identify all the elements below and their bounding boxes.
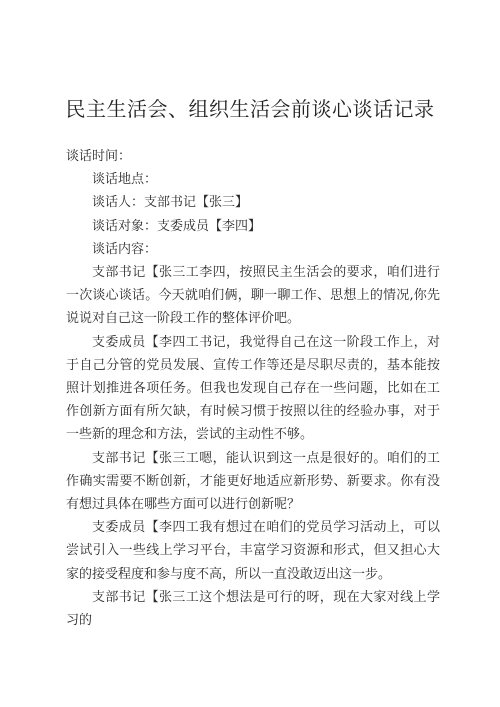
meeting-speaker: 谈话人：支部书记【张三】 (92, 195, 249, 211)
dialogue-paragraph: 支部书记【张三工李四，按照民主生活会的要求，咱们进行一次谈心谈话。今天就咱们俩，聊一聊工作、思想上的情况,你先说说对自己这一阶段工作的整体评价吧。 (66, 265, 440, 327)
dialogue-paragraph: 支委成员【李四工我有想过在咱们的党员学习活动上，可以尝试引入一些线上学习平台，丰富学习资源和形式，但又担心大家的接受程度和参与度不高，所以一直没敢迈出这一步。 (66, 520, 440, 582)
meeting-place: 谈话地点： (92, 172, 158, 188)
dialogue-paragraph: 支部书记【张三工这个想法是可行的呀，现在大家对线上学习的 (66, 589, 440, 629)
document-body (66, 145, 440, 632)
meeting-time: 谈话时间： (66, 149, 132, 164)
dialogue-paragraph: 支部书记【张三工嗯，能认识到这一点是很好的。咱们的工作确实需要不断创新，才能更好地适应新形势、新要求。你有没有想过具体在哪些方面可以进行创新呢？ (66, 450, 440, 513)
meeting-content-label: 谈话内容： (92, 241, 158, 257)
meeting-target: 谈话对象：支委成员【李四】 (92, 218, 262, 234)
dialogue-paragraph: 支委成员【李四工书记，我觉得自己在这一阶段工作上，对于自己分管的党员发展、宣传工作等还是尽职尽责的，基本能按照计划推进各项任务。但我也发现自己存在一些问题，比如在工作创新方面有所欠缺，有时候习惯于按照以往的经验办事，对于一些新的理念和方法，尝试的主动性不够。 (66, 334, 440, 443)
document-title: 民主生活会、组织生活会前谈心谈话记录 (65, 97, 435, 121)
